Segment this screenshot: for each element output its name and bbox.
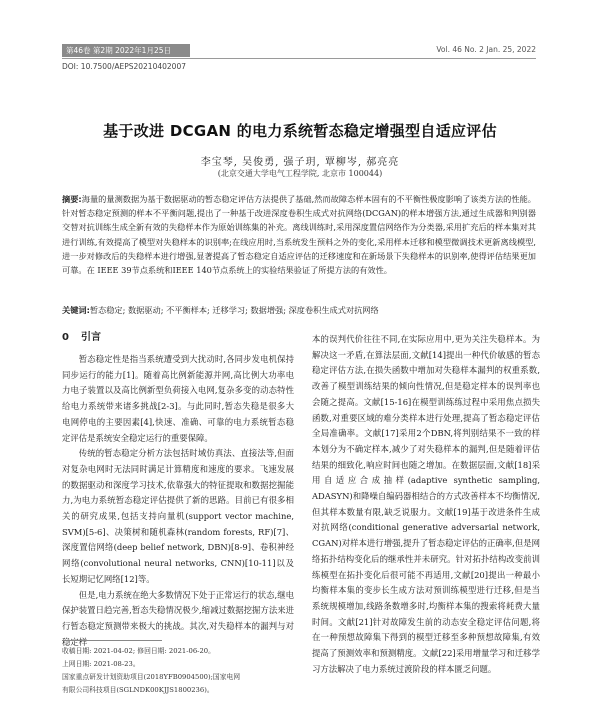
- section-heading: [62, 330, 294, 346]
- keywords: [62, 303, 536, 317]
- abstract-label: 摘要:: [62, 194, 82, 204]
- footnote-fund-line2: 有限公司科技项目(SGLNDK00KJJS1800236)。: [62, 686, 214, 694]
- author-list: 李宝琴, 吴俊勇, 强子玥, 覃柳岑, 郝亮亮: [200, 157, 400, 168]
- footnotes: [62, 645, 294, 697]
- body-paragraph: 但是,电力系统在绝大多数情况下处于正常运行的状态,继电保护装置日趋完善,暂态失稳情况极少,缩减过数据挖掘方法来进行暂态稳定预测带来极大的挑战。其次,对失稳样本的漏判与对稳定样: [62, 589, 294, 647]
- journal-issue-banner: [62, 44, 190, 57]
- footnote-online: 上网日期: 2021-08-23。: [62, 660, 140, 668]
- header-rule: [62, 58, 536, 59]
- right-column: [312, 332, 540, 677]
- footnote-fund-line1: 国家重点研发计划资助项目(2018YFB0904500);国家电网: [62, 673, 241, 681]
- doi: DOI: 10.7500/AEPS20210402007: [62, 62, 186, 71]
- journal-issue-english: Vol. 46 No. 2 Jan. 25, 2022: [436, 45, 536, 54]
- keywords-text: 暂态稳定; 数据驱动; 不平衡样本; 迁移学习; 数据增强; 深度卷积生成式对抗网络: [89, 305, 379, 315]
- left-column: [62, 330, 294, 650]
- affiliation: (北京交通大学电气工程学院, 北京市 100044): [217, 169, 383, 178]
- journal-issue-text: 第46卷 第2期 2022年1月25日: [66, 46, 171, 55]
- section-number: 0: [62, 332, 69, 343]
- body-paragraph: 传统的暂态稳定分析方法包括时域仿真法、直接法等,但面对复杂电网时无法同时满足计算精度和速度的要求。飞速发展的数据驱动和深度学习技术,依靠强大的特征提取和数据挖掘能力,为电力系统暂态稳定评估提供了新的思路。目前已有很多相关的研究成果,包括支持向量机(support vector machine, SVM)[5-6]、决策树和随机森林(random forests, RF)[7]、深度置信网络(deep belief network, DBN)[8-9]、卷积神经网络(convolutional neural networks, CNN)[10-11]以及长短期记忆网络[12]等。: [62, 448, 294, 584]
- footnote-received: 收稿日期: 2021-04-02; 修回日期: 2021-06-20。: [62, 647, 215, 655]
- body-paragraph: 本的误判代价往往不同,在实际应用中,更为关注失稳样本。为解决这一矛盾,在算法层面,文献[14]提出一种代价敏感的暂态稳定评估方法,在损失函数中增加对失稳样本漏判的权重系数,改善了模型训练结果的倾向性情况,但是稳定样本的误判率也会随之提高。文献[15-16]在模型训练练过程中采用焦点损失函数,对重要区域的难分类样本进行处理,提高了暂态稳定评估全局准确率。文献[17]采用2个DBN,将判别结果不一致的样本划分为不确定样本,减少了对失稳样本的漏判,但是随着评估结果的细致化,响应时间也随之增加。在数据层面,文献[18]采用自适应合成抽样(adaptive synthetic sampling, ADASYN)和降噪自编码器相结合的方式改善样本不均衡情况,但其样本数量有限,缺乏说服力。文献[19]基于改进条件生成对抗网络(conditional generative adversarial network, CGAN)对样本进行增强,提升了暂态稳定评估的正确率,但是网络拓扑结构变化后的继承性并未研究。针对拓扑结构改变前训练模型在拓扑变化后很可能不再适用,文献[20]提出一种最小均衡样本集的变步长生成方法对预训练模型进行迁移,但是当系统规模增加,线路条数增多时,均衡样本集的搜索将耗费大量时间。文献[21]针对故障发生前的动态安全稳定评估问题,将在一种预想故障集下得到的模型迁移至多种预想故障集,有效提高了预测效率和预测精度。文献[22]采用增量学习和迁移学习方法解决了电力系统过渡阶段的样本匮乏问题。: [312, 334, 540, 674]
- paper-title: 基于改进 DCGAN 的电力系统暂态稳定增强型自适应评估: [103, 122, 497, 140]
- body-paragraph: 暂态稳定性是指当系统遭受到大扰动时,各同步发电机保持同步运行的能力[1]。随着高比例新能源并网,高比例大功率电力电子装置以及高比例新型负荷接入电网,复杂多变的动态特性给电力系统带来诸多挑战[2-3]。与此同时,暂态失稳是很多大电网停电的主要因素[4],快速、准确、可靠的电力系统暂态稳定评估是系统安全稳定运行的重要保障。: [62, 354, 294, 443]
- abstract-text: 海量的量测数据为基于数据驱动的暂态稳定评估方法提供了基础,然而故障态样本固有的不平衡性极度影响了该类方法的性能。针对暂态稳定预测的样本不平衡问题,提出了一种基于改进深度卷积生成式对抗网络(DCGAN)的样本增强方法,通过生成器和判别器交替对抗训练生成全新有效的失稳样本作为原始训练集的补充。离线训练时,采用深度置信网络作为分类器,采用扩充后的样本集对其进行训练,有效提高了模型对失稳样本的识别率;在线应用时,当系统发生预料之外的变化,采用样本迁移和模型微调技术更新离线模型,进一步对修改后的失稳样本进行增强,显著提高了暂态稳定自适应评估的迁移速度和在新场景下失稳样本的识别率,使得评估结果更加可靠。在 IEEE 39节点系统和IEEE 140节点系统上的实验结果验证了所提方法的有效性。: [62, 194, 536, 276]
- abstract: [62, 192, 536, 277]
- footnote-rule: [62, 640, 162, 641]
- keywords-label: 关键词:: [62, 305, 90, 315]
- section-title: 引言: [80, 332, 101, 343]
